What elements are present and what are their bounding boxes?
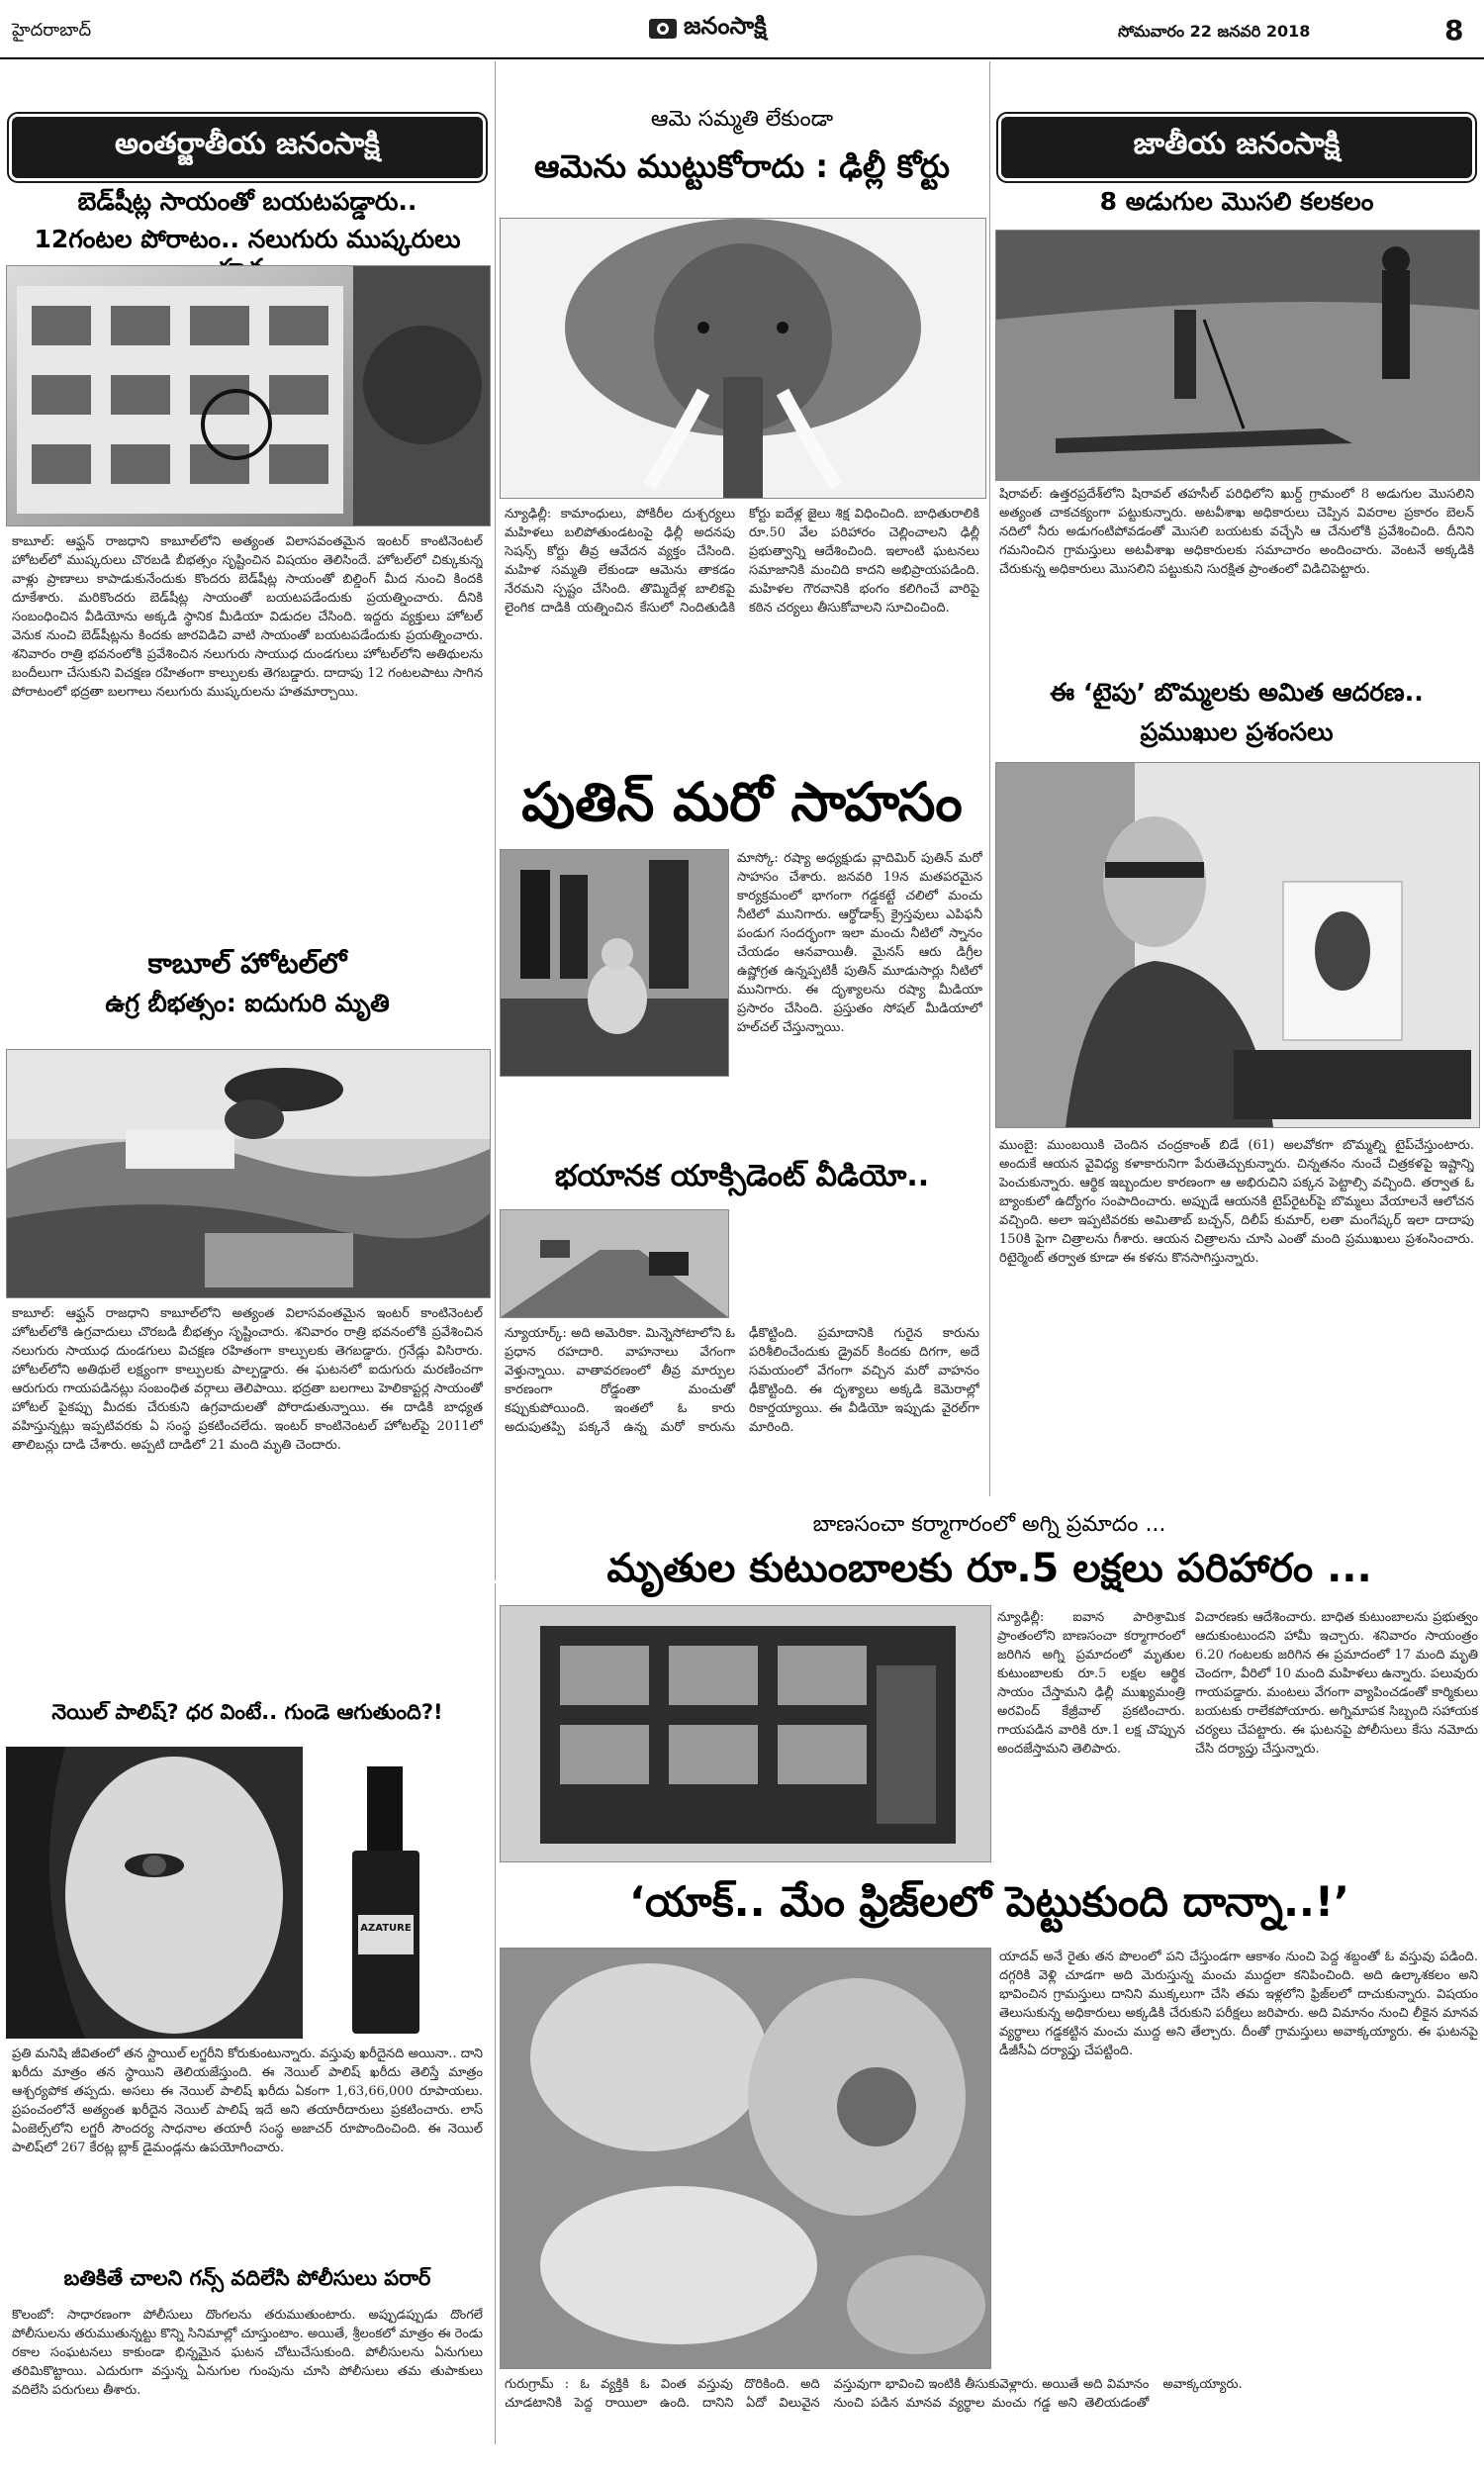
court-kicker: ఆమె సమ్మతి లేకుండా xyxy=(650,107,834,132)
story2-headline-a: కాబూల్‌ హోటల్‌లో xyxy=(147,947,347,980)
putin-headline: పుతిన్‌ మరో సాహసం xyxy=(521,771,963,833)
accident-headline: భయానక యాక్సిడెంట్‌ వీడియో.. xyxy=(554,1159,930,1193)
section-international: అంతర్జాతీయ జనంసాక్షి xyxy=(12,117,483,178)
header-rule xyxy=(0,57,1484,59)
section-national: జాతీయ జనంసాక్షి xyxy=(1001,117,1472,178)
putin-photo xyxy=(500,849,729,1077)
masthead-emblem-icon xyxy=(648,16,678,42)
tape-headline-a: ఈ ‘టైపు’ బొమ్మలకు అమిత ఆదరణ.. xyxy=(1050,678,1424,707)
croc-photo xyxy=(995,230,1480,481)
story1-photo-hotel xyxy=(6,265,491,526)
yak-body: యాదవ్‌ అనే రైతు తన పొలంలో పని చేస్తుండగా ఆకాశం నుంచి పెద్ద శబ్దంతో ఓ వస్తువు పడింది. దగ్గరికి వెళ్లి చూడగా అది మెరుస్తున్న మంచు ముద్దలా కనిపించింది. అది ఉల్కాశకలం అని భావించిన గ్రామస్తులు దానిని ముక్కలుగా చేసి తమ ఇళ్లలోని ఫ్రిజ్‌లలో దాచుకున్నారు. విషయం తెలుసుకున్న అధికారులు అక్కడికి చేరుకుని పరీక్షలు జరిపారు. అది విమానం నుంచి లీకైన మానవ వ్యర్థాలు గడ్డకట్టిన మంచు ముద్ద అని తేల్చారు. దీంతో గ్రామస్తులు అవాక్కయ్యారు. ఈ ఘటనపై డీజీసీఏ దర్యాప్తు చేపట్టింది. xyxy=(999,1950,1478,2058)
tape-photo-artist xyxy=(995,762,1480,1128)
story1-body: కాబూల్‌: ఆఫ్ఘన్‌ రాజధాని కాబూల్‌లోని అత్యంత విలాసవంతమైన ఇంటర్‌ కాంటినెంటల్‌ హోటల్‌లో ముష్కరులు చొరబడి బీభత్సం సృష్టించిన విషయం తెలిసిందే. హోటల్‌లో చిక్కుకున్న వాళ్లు ప్రాణాలు కాపాడుకునేందుకు కొందరు బెడ్‌షీట్ల సాయంతో బిల్డింగ్‌ మీద నుంచి కిందకి దూకేశారు. మరికొందరు బెడ్‌షీట్ల సాయంతో బయటపడేందుకు ప్రయత్నించారు. దీనికి సంబంధించిన వీడియోను అక్కడి స్థానిక మీడియా విడుదల చేసింది. ఇద్దరు వ్యక్తులు హోటల్‌ వెనుక నుంచి బెడ్‌షీట్లను కిందకు జారవిడిచి వాటి సాయంతో బయటపడేందుకు ప్రయత్నించారు. శనివారం రాత్రి భవనంలోకి ప్రవేశించిన నలుగురు సాయుధ దుండగులు హోటల్‌లోని అతిథులను బందీలుగా చేసుకుని విచక్షణ రహితంగా కాల్పులకు తెగబడ్డారు. దాదాపు 12 గంటలపాటు సాగిన పోరాటంలో భద్రతా బలగాలు నలుగురు ముష్కరులను హతమార్చాయి. xyxy=(12,534,483,700)
header-date: సోమవారం 22 జనవరి 2018 xyxy=(1118,22,1311,41)
tape-body: ముంబై: ముంబయికి చెందిన చంద్రకాంత్‌ బిడే (61) అలవోకగా బొమ్మల్ని టైప్‌చేస్తుంటారు. అందుకే ఆయన వైవిధ్య కళాకారునిగా పేరుతెచ్చుకున్నారు. చిన్నతనం నుంచే చిత్రకళపై ఇష్టాన్ని పెంచుకున్నారు. ఆర్థిక ఇబ్బందుల కారణంగా ఆ అభిరుచిని పక్కన పెట్టాల్సి వచ్చింది. తర్వాత ఓ బ్యాంకులో ఉద్యోగం సంపాదించారు. అప్పుడే ఆయనకి టైప్‌రైటర్‌పై బొమ్మలు వేయాలనే ఆలోచన వచ్చింది. అలా ఇప్పటివరకు అమితాబ్‌ బచ్చన్‌, దిలీప్‌ కుమార్‌, లతా మంగేష్కర్‌ ఇలా దాదాపు 150కి పైగా చిత్రాలను గీశారు. ఆయన చిత్రాలను చూసి ఎంతో మంది ప్రముఖులు ప్రశంసించారు. రిటైర్మెంట్‌ తర్వాత కూడా ఈ కళను కొనసాగిస్తున్నారు. xyxy=(999,1138,1474,1266)
police-headline: బతికితే చాలని గన్స్‌ వదిలేసి పోలీసులు పరార్‌ xyxy=(63,2266,431,2290)
column-rule xyxy=(989,61,990,1496)
fire-kicker: బాణసంచా కర్మాగారంలో అగ్ని ప్రమాదం ... xyxy=(812,1512,1166,1537)
story1-headline-b: 12గంటల పోరాటం.. నలుగురు ముష్కరులు xyxy=(34,225,461,253)
nail-body: ప్రతి మనిషి జీవితంలో తన స్టాయిల్‌ లగ్జరీని కోరుకుంటున్నారు. వస్తువు ఖరీదైనది అయినా.. దాని ఖరీదు మాత్రం తన స్థాయిని తెలియజేస్తుంది. ఈ నెయిల్‌ పాలిష్‌ ఖరీదు తెలిస్తే మాత్రం ఆశ్చర్యపోక తప్పదు. అసలు ఈ నెయిల్‌ పాలిష్‌ ఖరీదు ఏకంగా 1,63,66,000 రూపాయలు. ప్రపంచంలోనే అత్యంత ఖరీదైన నెయిల్‌ పాలిష్‌ ఇదే అని తయారీదారులు ప్రకటించారు. లాస్‌ ఏంజెల్స్‌లోని లగ్జరీ సౌందర్య సాధనాల తయారీ సంస్థ అజాచర్‌ రూపొందించింది. ఈ నెయిల్‌ పాలిష్‌లో 267 కేరట్ల బ్లాక్‌ డైమండ్లను ఉపయోగించారు. xyxy=(12,2047,483,2155)
masthead-logo xyxy=(648,12,767,46)
croc-headline: 8 అడుగుల మొసలి కలకలం xyxy=(1099,187,1374,216)
bottle-label: AZATURE xyxy=(360,1923,412,1934)
court-photo-elephant xyxy=(500,218,986,499)
masthead-title: జనంసాక్షి xyxy=(684,12,767,40)
column-rule xyxy=(495,1583,496,2444)
fire-body-b: విచారణకు ఆదేశించారు. బాధిత కుటుంబాలను ప్రభుత్వం ఆదుకుంటుందని హామీ ఇచ్చారు. శనివారం సాయంత్రం 6.20 గంటలకు జరిగిన ఈ ప్రమాదంలో 17 మంది మృతి చెందగా, వీరిలో 10 మంది మహిళలు ఉన్నారు. పలువురు గాయపడ్డారు. మంటలు వేగంగా వ్యాపించడంతో కార్మికులు బయటకు రాలేకపోయారు. అగ్నిమాపక సిబ్బంది సహాయక చర్యలు చేపట్టారు. ఈ ఘటనపై పోలీసులు కేసు నమోదు చేసి దర్యాప్తు చేస్తున్నారు. xyxy=(1195,1610,1478,1757)
fire-headline: మృతుల కుటుంబాలకు రూ.5 లక్షలు పరిహారం ... xyxy=(606,1546,1372,1591)
page-number: 8 xyxy=(1444,14,1464,47)
court-headline: ఆమెను ముట్టుకోరాదు : ఢిల్లీ కోర్టు xyxy=(534,147,950,185)
story2-body: కాబూల్‌: ఆఫ్ఘన్‌ రాజధాని కాబూల్‌లోని అత్యంత విలాసవంతమైన ఇంటర్‌ కాంటినెంటల్‌ హోటల్‌లోకి ఉగ్రవాదులు చొరబడి బీభత్సం సృష్టించారు. శనివారం రాత్రి భవనంలోకి ప్రవేశించిన నలుగురు సాయుధ దుండగులు విచక్షణ రహితంగా కాల్పులకు తెగబడ్డారు. గ్రనేడ్లు విసిరారు. హోటల్‌లోని అతిథులే లక్ష్యంగా కాల్పులకు పాల్పడ్డారు. ఈ ఘటనలో ఐదుగురు మరణించగా ఆరుగురు గాయపడినట్లు సంబంధిత వర్గాలు తెలిపాయి. భద్రతా బలగాలు హెలికాప్టర్ల సాయంతో హోటల్‌ పైకప్పు మీదకు చేరుకుని ఉగ్రవాదులతో పోరాడుతున్నాయి. ఈ దాడికి బాధ్యత వహిస్తున్నట్లు ఇప్పటివరకు ఏ సంస్థ ప్రకటించలేదు. ఇంటర్‌ కాంటినెంటల్‌ హోటల్‌పై 2011లో తాలిబన్లు దాడి చేశారు. అప్పటి దాడిలో 21 మంది మృతి చెందారు. xyxy=(12,1306,483,1453)
croc-body: షిరావల్‌: ఉత్తరప్రదేశ్‌లోని షిరావల్‌ తహసీల్‌ పరిధిలోని ఖుర్ద్‌ గ్రామంలో 8 అడుగుల మొసలిని అత్యంత చాకచక్యంగా పట్టుకున్నారు. అటవీశాఖ అధికారులు చెప్పిన వివరాల ప్రకారం బెలన్‌ నదిలో నీరు అడుగంటిపోవడంతో మొసలి బయటకు వచ్చేసి ఆ చేనులోకి ప్రవేశించింది. దీనిని గమనించిన గ్రామస్తులు అటవీశాఖ అధికారులకు సమాచారం అందించారు. వెంటనే అక్కడికి చేరుకున్న అధికారులు మొసలిని పట్టుకుని సురక్షిత ప్రాంతంలో విడిచిపెట్టారు. xyxy=(999,487,1474,577)
accident-photo xyxy=(500,1209,729,1318)
fire-photo-factory xyxy=(500,1605,991,1862)
yak-caption: గురుగ్రామ్‌ : ఓ వ్యక్తికి ఓ వింత వస్తువు దొరికింది. అది చూడటానికి పెద్ద రాయిలా ఉంది. దానిని ఏదో విలువైన వస్తువుగా భావించి ఇంటికి తీసుకువెళ్లారు. అయితే అది విమానం నుంచి పడిన మానవ వ్యర్థాల మంచు గడ్డ అని తెలియడంతో అవాక్కయ్యారు. xyxy=(505,2377,1243,2411)
tape-headline-b: ప్రముఖుల ప్రశంసలు xyxy=(1140,717,1334,746)
accident-body: న్యూయార్క్‌: అది అమెరికా. మిన్నెసోటాలోని ఓ ప్రధాన రహదారి. వాహనాలు వేగంగా వెళ్తున్నాయి. వాతావరణంలో తీవ్ర మార్పుల కారణంగా రోడ్డంతా మంచుతో కప్పుకుపోయింది. ఇంతలో ఓ కారు అదుపుతప్పి పక్కనే ఉన్న మరో కారును ఢీకొట్టింది. ప్రమాదానికి గురైన కారును పరిశీలించేందుకు డ్రైవర్‌ కిందకు దిగగా, అదే సమయంలో వేగంగా వచ్చిన మరో వాహనం ఢీకొట్టింది. ఈ దృశ్యాలు అక్కడి కెమెరాల్లో రికార్డయ్యాయి. ఈ వీడియో ఇప్పుడు వైరల్‌గా మారింది. xyxy=(505,1326,979,1435)
yak-headline: ‘యాక్‌.. మేం ఫ్రిజ్‌లలో పెట్టుకుంది దాన్నా..!’ xyxy=(629,1877,1349,1926)
story1-headline-a: బెడ్‌షీట్ల సాయంతో బయటపడ్డారు.. xyxy=(77,187,417,216)
yak-photo-ice xyxy=(500,1948,991,2369)
nail-photo-model xyxy=(6,1747,489,2039)
court-body: న్యూఢిల్లీ: కామాంధులు, పోకిరీల దుశ్చర్యలు మహిళలు బలిపోతుండటంపై ఢిల్లీ అదనపు సెషన్స్‌ కోర్టు తీవ్ర ఆవేదన వ్యక్తం చేసింది. మహిళ సమ్మతి లేకుండా ఆమెను తాకడం నేరమని స్పష్టం చేసింది. తొమ్మిదేళ్ల బాలికపై లైంగిక దాడికి యత్నించిన కేసులో నిందితుడికి కోర్టు ఐదేళ్ల జైలు శిక్ష విధించింది. బాధితురాలికి రూ.50 వేల పరిహారం చెల్లించాలని ఢిల్లీ ప్రభుత్వాన్ని ఆదేశించింది. ఇలాంటి ఘటనలు సమాజానికి మంచిది కాదని అభిప్రాయపడింది. మహిళల గౌరవానికి భంగం కలిగించే వారిపై కఠిన చర్యలు తీసుకోవాలని సూచించింది. xyxy=(505,507,979,616)
nail-headline: నెయిల్‌ పాలిష్‌? ధర వింటే.. గుండె ఆగుతుంది?! xyxy=(51,1700,443,1724)
story2-photo-smoke xyxy=(6,1049,491,1298)
putin-body: మాస్కో: రష్యా అధ్యక్షుడు వ్లాదిమిర్‌ పుతిన్‌ మరో సాహసం చేశారు. జనవరి 19న మతపరమైన కార్యక్రమంలో భాగంగా గడ్డకట్టే చలిలో మంచు నీటిలో మునిగారు. ఆర్థోడాక్స్‌ క్రైస్తవులు ఎపిఫనీ పండుగ సందర్భంగా ఇలా మంచు నీటిలో స్నానం చేయడం ఆనవాయితీ. మైనస్‌ ఆరు డిగ్రీల ఉష్ణోగ్రత ఉన్నప్పటికీ పుతిన్‌ మూడుసార్లు నీటిలో మునిగారు. ఈ దృశ్యాలను రష్యా మీడియా ప్రసారం చేసింది. ప్రస్తుతం సోషల్‌ మీడియాలో హల్‌చల్‌ చేస్తున్నాయి. xyxy=(737,851,982,1035)
police-body: కొలంబో: సాధారణంగా పోలీసులు దొంగలను తరుముతుంటారు. అప్పుడప్పుడు దొంగలే పోలీసులను తరుముతున్నట్టు కొన్ని సినిమాల్లో చూస్తుంటాం. అయితే, శ్రీలంకలో మాత్రం ఈ రెండు రకాల సంఘటనలు కాకుండా భిన్నమైన ఘటన చోటుచేసుకుంది. పోలీసులను ఏనుగులు తరిమికొట్టాయి. ఎదురుగా వస్తున్న ఏనుగుల గుంపును చూసి పోలీసులు తమ తుపాకులు వదిలేసి పరుగులు తీశారు. xyxy=(12,2308,483,2398)
story2-headline-b: ఉగ్ర బీభత్సం: ఐదుగురి మృతి xyxy=(105,989,390,1017)
column-rule xyxy=(495,61,496,1580)
header-city: హైదరాబాద్ xyxy=(12,20,92,41)
fire-body-a: న్యూఢిల్లీ: ఐవాన పారిశ్రామిక ప్రాంతంలోని బాణసంచా కర్మాగారంలో జరిగిన అగ్ని ప్రమాదంలో మృతుల కుటుంబాలకు రూ.5 లక్షల ఆర్థిక సాయం చేస్తామని ఢిల్లీ ముఖ్యమంత్రి అరవింద్‌ కేజ్రీవాల్‌ ప్రకటించారు. గాయపడిన వారికి రూ.1 లక్ష చొప్పున అందజేస్తామని తెలిపారు. xyxy=(997,1610,1185,1757)
